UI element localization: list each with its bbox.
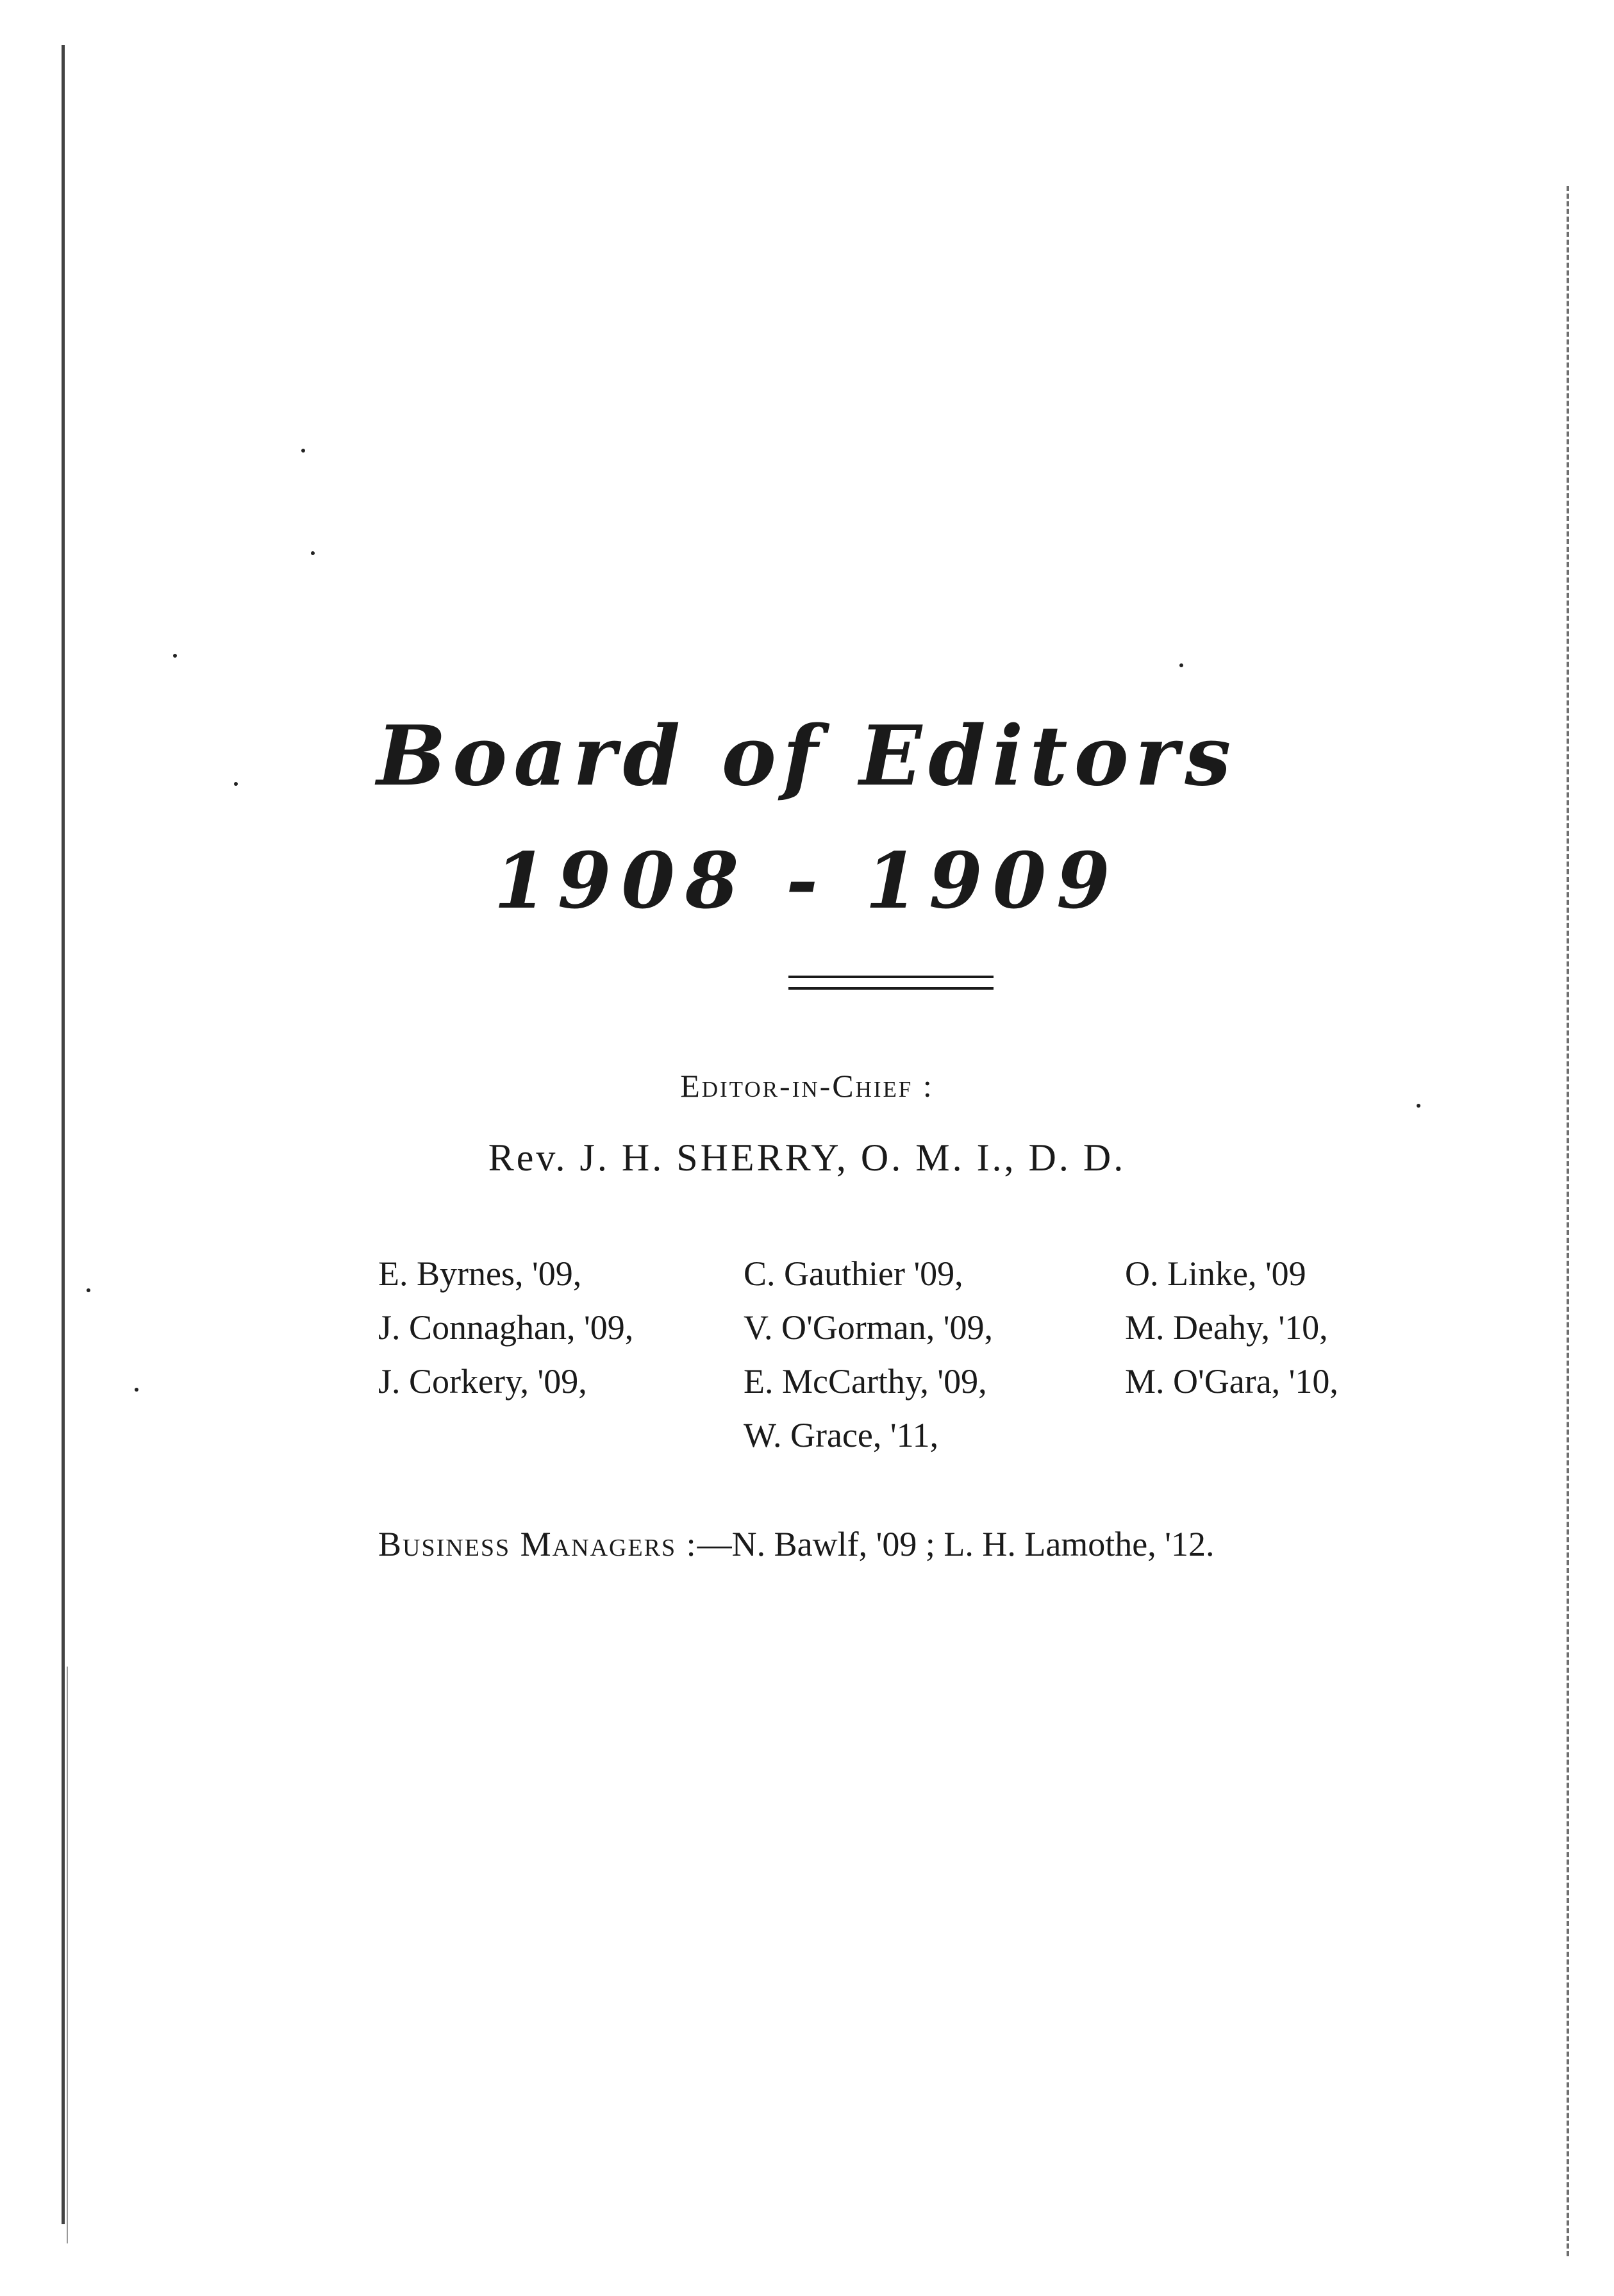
scan-speck [311, 551, 315, 555]
scan-speck [135, 1388, 138, 1392]
scan-speck [173, 654, 177, 658]
editor-name: W. Grace, '11, [744, 1416, 939, 1454]
page-edge-left-inner [67, 1667, 68, 2243]
page-title: Board of Editors [376, 708, 1238, 804]
business-managers [378, 1524, 1215, 1564]
editors-column-1 [378, 1247, 633, 1408]
editor-name: M. O'Gara, '10, [1125, 1362, 1338, 1401]
scan-speck [301, 449, 305, 453]
editor-name: V. O'Gorman, '09, [744, 1308, 993, 1347]
page-years: 1908 - 1909 [494, 836, 1120, 926]
business-managers-names: —N. Bawlf, '09 ; L. H. Lamothe, '12. [697, 1525, 1215, 1563]
editor-in-chief-name: Rev. J. H. SHERRY, O. M. I., D. D. [488, 1136, 1126, 1179]
page-edge-left [62, 45, 65, 2224]
editor-name: E. McCarthy, '09, [744, 1362, 987, 1401]
editor-name: M. Deahy, '10, [1125, 1308, 1328, 1347]
business-managers-label: Business Managers : [378, 1525, 697, 1563]
editors-column-2 [744, 1247, 993, 1462]
editor-name: J. Connaghan, '09, [378, 1308, 634, 1347]
editors-column-3 [1125, 1247, 1338, 1408]
editors-list [378, 1247, 1404, 1477]
double-rule-bottom [788, 987, 994, 990]
editor-name: O. Linke, '09 [1125, 1254, 1306, 1293]
editor-name: J. Corkery, '09, [378, 1362, 587, 1401]
scan-speck [87, 1288, 90, 1292]
scan-speck [1179, 663, 1183, 667]
editor-in-chief-label: Editor-in-Chief : [680, 1068, 934, 1104]
double-rule-top [788, 976, 994, 978]
editor-name: C. Gauthier '09, [744, 1254, 963, 1293]
editor-name: E. Byrnes, '09, [378, 1254, 582, 1293]
page-edge-right [1567, 186, 1569, 2256]
